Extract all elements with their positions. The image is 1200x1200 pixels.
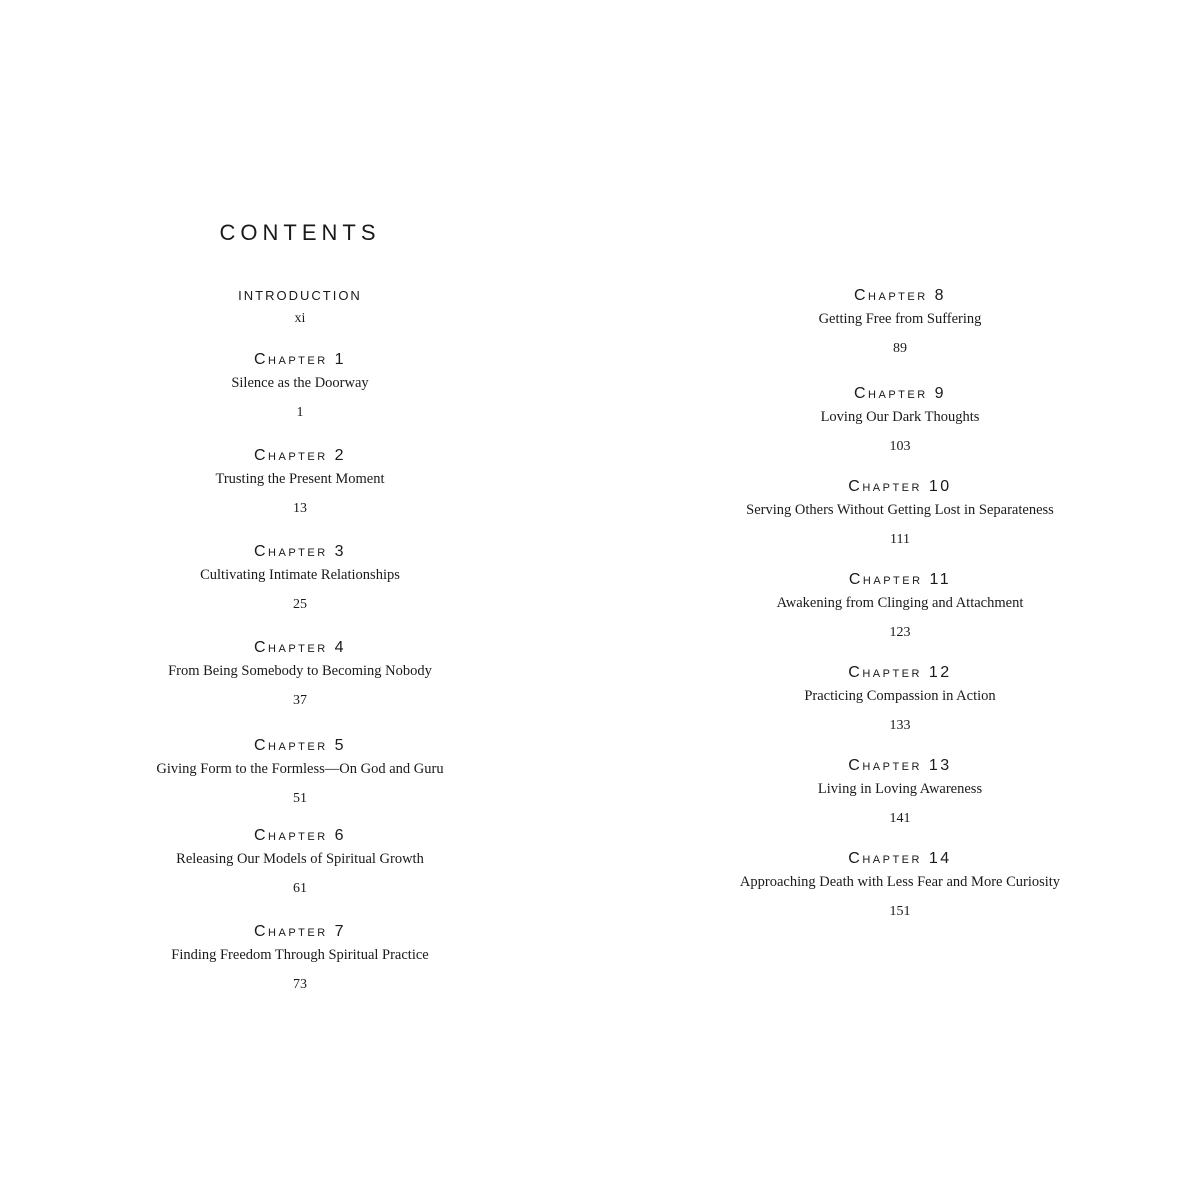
- entry-label: Chapter 14: [848, 850, 952, 867]
- toc-entry-chapter-7[interactable]: [100, 923, 500, 994]
- entry-page-number: 151: [889, 904, 911, 919]
- entry-page-number: 133: [889, 718, 911, 733]
- entry-title: Practicing Compassion in Action: [804, 688, 996, 704]
- toc-entry-introduction[interactable]: [100, 287, 500, 328]
- entry-title: Giving Form to the Formless—On God and Guru: [156, 761, 444, 777]
- entry-page-number: 61: [293, 881, 307, 896]
- entry-page-number: 141: [889, 811, 911, 826]
- entry-label: Chapter 9: [853, 385, 947, 402]
- entry-label: Chapter 5: [253, 737, 347, 754]
- entry-label: Chapter 8: [853, 287, 947, 304]
- entry-title: Cultivating Intimate Relationships: [200, 567, 400, 583]
- entry-page-number: 51: [293, 791, 307, 806]
- toc-entry-chapter-3[interactable]: [100, 543, 500, 614]
- entry-title: Finding Freedom Through Spiritual Practice: [171, 947, 429, 963]
- entry-label: Chapter 3: [253, 543, 347, 560]
- entry-label: Chapter 1: [253, 351, 347, 368]
- entry-title: Releasing Our Models of Spiritual Growth: [176, 851, 424, 867]
- entry-title: Trusting the Present Moment: [215, 471, 385, 487]
- entry-label: Chapter 11: [848, 571, 952, 588]
- entry-label: Chapter 4: [253, 639, 347, 656]
- entry-label: Chapter 12: [848, 664, 952, 681]
- entry-label: INTRODUCTION: [238, 288, 362, 303]
- entry-label: Chapter 13: [848, 757, 952, 774]
- entry-title: Loving Our Dark Thoughts: [820, 409, 980, 425]
- toc-entry-chapter-10[interactable]: [700, 478, 1100, 549]
- entry-page-number: 13: [293, 501, 307, 516]
- toc-entry-chapter-11[interactable]: [700, 571, 1100, 642]
- entry-page-number: 1: [296, 405, 304, 420]
- entry-title: Awakening from Clinging and Attachment: [776, 595, 1024, 611]
- entry-title: Approaching Death with Less Fear and More Curiosity: [739, 874, 1061, 890]
- toc-entry-chapter-12[interactable]: [700, 664, 1100, 735]
- entry-label: Chapter 7: [253, 923, 347, 940]
- entry-page-number: 73: [293, 977, 307, 992]
- toc-entry-chapter-6[interactable]: [100, 827, 500, 898]
- toc-entry-chapter-9[interactable]: [700, 385, 1100, 456]
- toc-entry-chapter-8[interactable]: [700, 287, 1100, 358]
- entry-page-number: 89: [893, 341, 907, 356]
- toc-entry-chapter-2[interactable]: [100, 447, 500, 518]
- entry-page-number: 111: [890, 532, 910, 547]
- entry-title: Silence as the Doorway: [231, 375, 369, 391]
- entry-title: Living in Loving Awareness: [817, 781, 983, 797]
- toc-entry-chapter-1[interactable]: [100, 351, 500, 422]
- entry-label: Chapter 2: [253, 447, 347, 464]
- entry-label: Chapter 10: [848, 478, 952, 495]
- toc-entry-chapter-14[interactable]: [700, 850, 1100, 921]
- entry-page-number: 25: [293, 597, 307, 612]
- entry-page-number: 103: [889, 439, 911, 454]
- entry-title: Serving Others Without Getting Lost in Separateness: [746, 502, 1054, 518]
- entry-page-number: 37: [293, 693, 307, 708]
- toc-entry-chapter-5[interactable]: [100, 737, 500, 808]
- entry-title: Getting Free from Suffering: [818, 311, 982, 327]
- toc-entry-chapter-13[interactable]: [700, 757, 1100, 828]
- toc-entry-chapter-4[interactable]: [100, 639, 500, 710]
- entry-title: From Being Somebody to Becoming Nobody: [168, 663, 432, 679]
- entry-label: Chapter 6: [253, 827, 347, 844]
- entry-page-number: 123: [889, 625, 911, 640]
- contents-heading: CONTENTS: [219, 220, 381, 245]
- entry-page-number: xi: [294, 311, 306, 326]
